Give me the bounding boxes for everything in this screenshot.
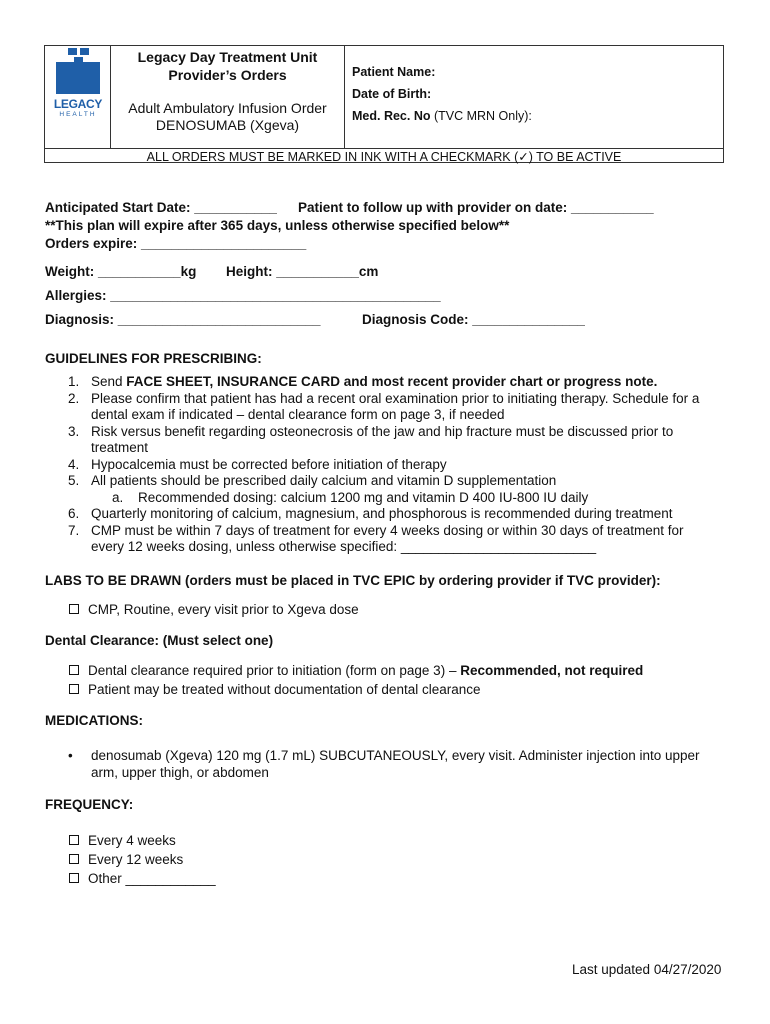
follow-up-field[interactable]: Patient to follow up with provider on date: ___________ — [298, 200, 654, 215]
mrn-label: Med. Rec. No — [352, 109, 431, 123]
orders-expire-field[interactable]: Orders expire: ______________________ — [45, 236, 307, 251]
drug-name: DENOSUMAB (Xgeva) — [155, 117, 300, 133]
diagnosis-code-label: Diagnosis Code: — [362, 312, 469, 327]
expire-note: **This plan will expire after 365 days, unless otherwise specified below** — [45, 218, 510, 233]
guideline-item-5a: a. Recommended dosing: calcium 1200 mg and vitamin D 400 IU-800 IU daily — [112, 489, 589, 505]
checkbox[interactable] — [69, 684, 79, 694]
mrn-note: (TVC MRN Only): — [430, 109, 532, 123]
medication-line-1: denosumab (Xgeva) 120 mg (1.7 mL) SUBCUTANEOUSLY, every visit. Administer injection into upper — [91, 748, 700, 763]
legacy-health-logo — [52, 48, 104, 120]
diagnosis-blank: ___________________________ — [117, 312, 321, 327]
checkbox[interactable] — [69, 873, 79, 883]
guideline-item-6: 6. Quarterly monitoring of calcium, magnesium, and phosphorous is recommended during treatment — [68, 506, 673, 521]
start-date-field[interactable]: Anticipated Start Date: ___________ — [45, 200, 277, 215]
unit-title: Legacy Day Treatment Unit — [137, 49, 318, 65]
diagnosis-field[interactable] — [45, 312, 321, 327]
dental-heading: Dental Clearance: (Must select one) — [45, 633, 274, 648]
frequency-option-12-weeks[interactable]: Every 12 weeks — [69, 850, 183, 868]
legacy-logo-icon — [52, 48, 104, 96]
guideline-item-2: 2. Please confirm that patient has had a recent oral examination prior to initiating therapy. Schedule for a dental exam if indicated – dental clearance form on page 3, if needed — [68, 390, 700, 422]
dental-option-required[interactable]: Dental clearance required prior to initiation (form on page 3) – Recommended, not required — [69, 661, 643, 679]
dental-option-without[interactable]: Patient may be treated without documentation of dental clearance — [69, 680, 481, 698]
labs-heading: LABS TO BE DRAWN (orders must be placed in TVC EPIC by ordering provider if TVC provider): — [45, 573, 661, 588]
dob-label: Date of Birth: — [352, 87, 432, 101]
guideline-item-5: 5. All patients should be prescribed daily calcium and vitamin D supplementation — [68, 473, 557, 488]
guideline-item-4: 4. Hypocalcemia must be corrected before initiation of therapy — [68, 456, 447, 472]
labs-option-cmp[interactable]: CMP, Routine, every visit prior to Xgeva dose — [69, 600, 359, 618]
medication-line-2: arm, upper thigh, or abdomen — [91, 765, 269, 780]
checkbox[interactable] — [69, 835, 79, 845]
diagnosis-code-field[interactable] — [362, 312, 585, 327]
diagnosis-code-blank: _______________ — [472, 312, 585, 327]
header-divider-2 — [344, 45, 345, 148]
weight-field[interactable]: Weight: ___________kg — [45, 264, 197, 279]
frequency-option-4-weeks[interactable]: Every 4 weeks — [69, 831, 176, 849]
height-field[interactable]: Height: ___________cm — [226, 264, 379, 279]
guidelines-list — [46, 374, 726, 556]
logo-subtext: HEALTH — [59, 111, 97, 118]
patient-name-label: Patient Name: — [352, 65, 436, 79]
logo-text: LEGACY — [53, 97, 103, 111]
order-type: Adult Ambulatory Infusion Order — [128, 100, 327, 116]
medications-heading: MEDICATIONS: — [45, 713, 143, 728]
checkbox[interactable] — [69, 604, 79, 614]
mrn-line — [352, 109, 532, 123]
ink-notice: ALL ORDERS MUST BE MARKED IN INK WITH A CHECKMARK (✓) TO BE ACTIVE — [146, 150, 622, 164]
frequency-heading: FREQUENCY: — [45, 797, 134, 812]
checkbox[interactable] — [69, 854, 79, 864]
orders-title: Provider’s Orders — [168, 67, 287, 83]
guidelines-heading: GUIDELINES FOR PRESCRIBING: — [45, 351, 262, 366]
frequency-option-other[interactable]: Other ____________ — [69, 869, 216, 887]
guideline-item-1: 1. Send FACE SHEET, INSURANCE CARD and most recent provider chart or progress note. — [68, 374, 658, 389]
last-updated: Last updated 04/27/2020 — [572, 962, 722, 977]
medication-bullet: • — [68, 748, 73, 763]
diagnosis-label: Diagnosis: — [45, 312, 115, 327]
guideline-item-7: 7. CMP must be within 7 days of treatment for every 4 weeks dosing or within 30 days of treatment for every 12 weeks dosing, unless otherwise specified: __________________________ — [68, 522, 684, 554]
allergies-field[interactable]: Allergies: ____________________________________________ — [45, 288, 441, 303]
checkbox[interactable] — [69, 665, 79, 675]
guideline-item-3: 3. Risk versus benefit regarding osteonecrosis of the jaw and hip fracture must be discussed prior to treatment — [68, 423, 674, 455]
